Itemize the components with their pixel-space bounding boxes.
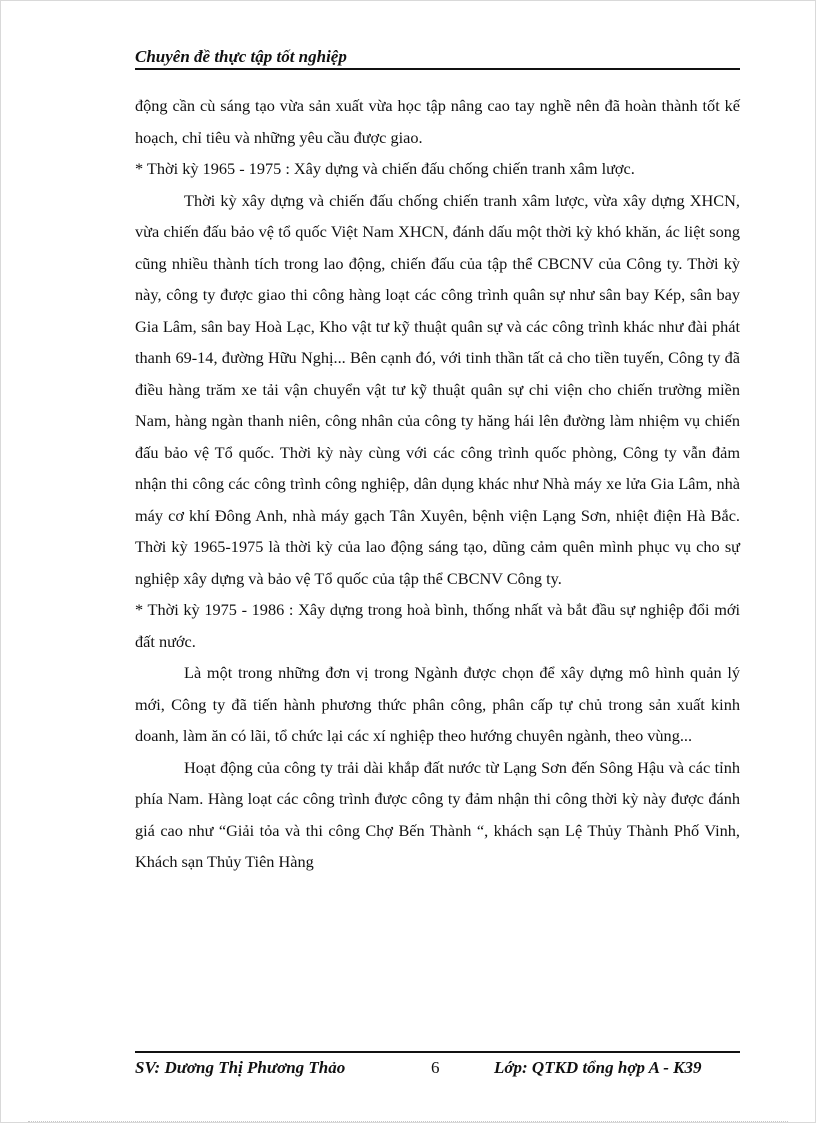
section-heading-1975-1986: * Thời kỳ 1975 - 1986 : Xây dựng trong hoà bình, thống nhất và bắt đầu sự nghiệp đổi mới đất nước. bbox=[135, 600, 740, 651]
document-body bbox=[135, 90, 740, 878]
page-number: 6 bbox=[431, 1058, 440, 1077]
footer-rule bbox=[135, 1051, 740, 1053]
page-bottom-edge bbox=[28, 1121, 788, 1122]
section-heading-1965-1975: * Thời kỳ 1965 - 1975 : Xây dựng và chiến đấu chống chiến tranh xâm lược. bbox=[135, 159, 635, 178]
footer-class: Lớp: QTKD tổng hợp A - K39 bbox=[494, 1058, 702, 1077]
paragraph-operations: Hoạt động của công ty trải dài khắp đất nước từ Lạng Sơn đến Sông Hậu và các tỉnh phía Nam. Hàng loạt các công trình được công ty đảm nhận thi công thời kỳ này được đánh giá cao như “Giải tỏa và thi công Chợ Bến Thành “, khách sạn Lệ Thủy Thành Phố Vinh, Khách sạn Thủy Tiên Hàng bbox=[135, 757, 740, 871]
paragraph-management-model: Là một trong những đơn vị trong Ngành được chọn để xây dựng mô hình quản lý mới, Công ty đã tiến hành phương thức phân công, phân cấp tự chủ trong sản xuất kinh doanh, làm ăn có lãi, tổ chức lại các xí nghiệp theo hướng chuyên ngành, theo vùng... bbox=[135, 663, 740, 745]
footer-student-name: SV: Dương Thị Phương Thảo bbox=[135, 1058, 346, 1077]
paragraph-1965-1975: Thời kỳ xây dựng và chiến đấu chống chiến tranh xâm lược, vừa xây dựng XHCN, vừa chiến đấu bảo vệ tổ quốc Việt Nam XHCN, đánh dấu một thời kỳ khó khăn, ác liệt song cũng nhiều thành tích trong lao động, chiến đấu của tập thể CBCNV của Công ty. Thời kỳ này, công ty được giao thi công hàng loạt các công trình quân sự như sân bay Kép, sân bay Gia Lâm, sân bay Hoà Lạc, Kho vật tư kỹ thuật quân sự và các công trình khác như đài phát thanh 69-14, đường Hữu Nghị... Bên cạnh đó, với tinh thần tất cả cho tiền tuyến, Công ty đã điều hàng trăm xe tải vận chuyển vật tư kỹ thuật quân sự chi viện cho chiến trường miền Nam, hàng ngàn thanh niên, công nhân của công ty hăng hái lên đường làm nhiệm vụ chiến đấu bảo vệ Tổ quốc. Thời kỳ này cùng với các công trình quốc phòng, Công ty vẫn đảm nhận thi công các công trình công nghiệp, dân dụng khác như Nhà máy xe lửa Gia Lâm, nhà máy cơ khí Đông Anh, nhà máy gạch Tân Xuyên, bệnh viện Lạng Sơn, nhiệt điện Hà Bắc. Thời kỳ 1965-1975 là thời kỳ của lao động sáng tạo, dũng cảm quên mình phục vụ cho sự nghiệp xây dựng và bảo vệ Tổ quốc của tập thể CBCNV Công ty. bbox=[135, 190, 740, 588]
page-header: Chuyên đề thực tập tốt nghiệp bbox=[135, 46, 740, 70]
paragraph-continuation: động cần cù sáng tạo vừa sản xuất vừa học tập nâng cao tay nghề nên đã hoàn thành tốt kế hoạch, chỉ tiêu và những yêu cầu được giao. bbox=[135, 96, 740, 147]
